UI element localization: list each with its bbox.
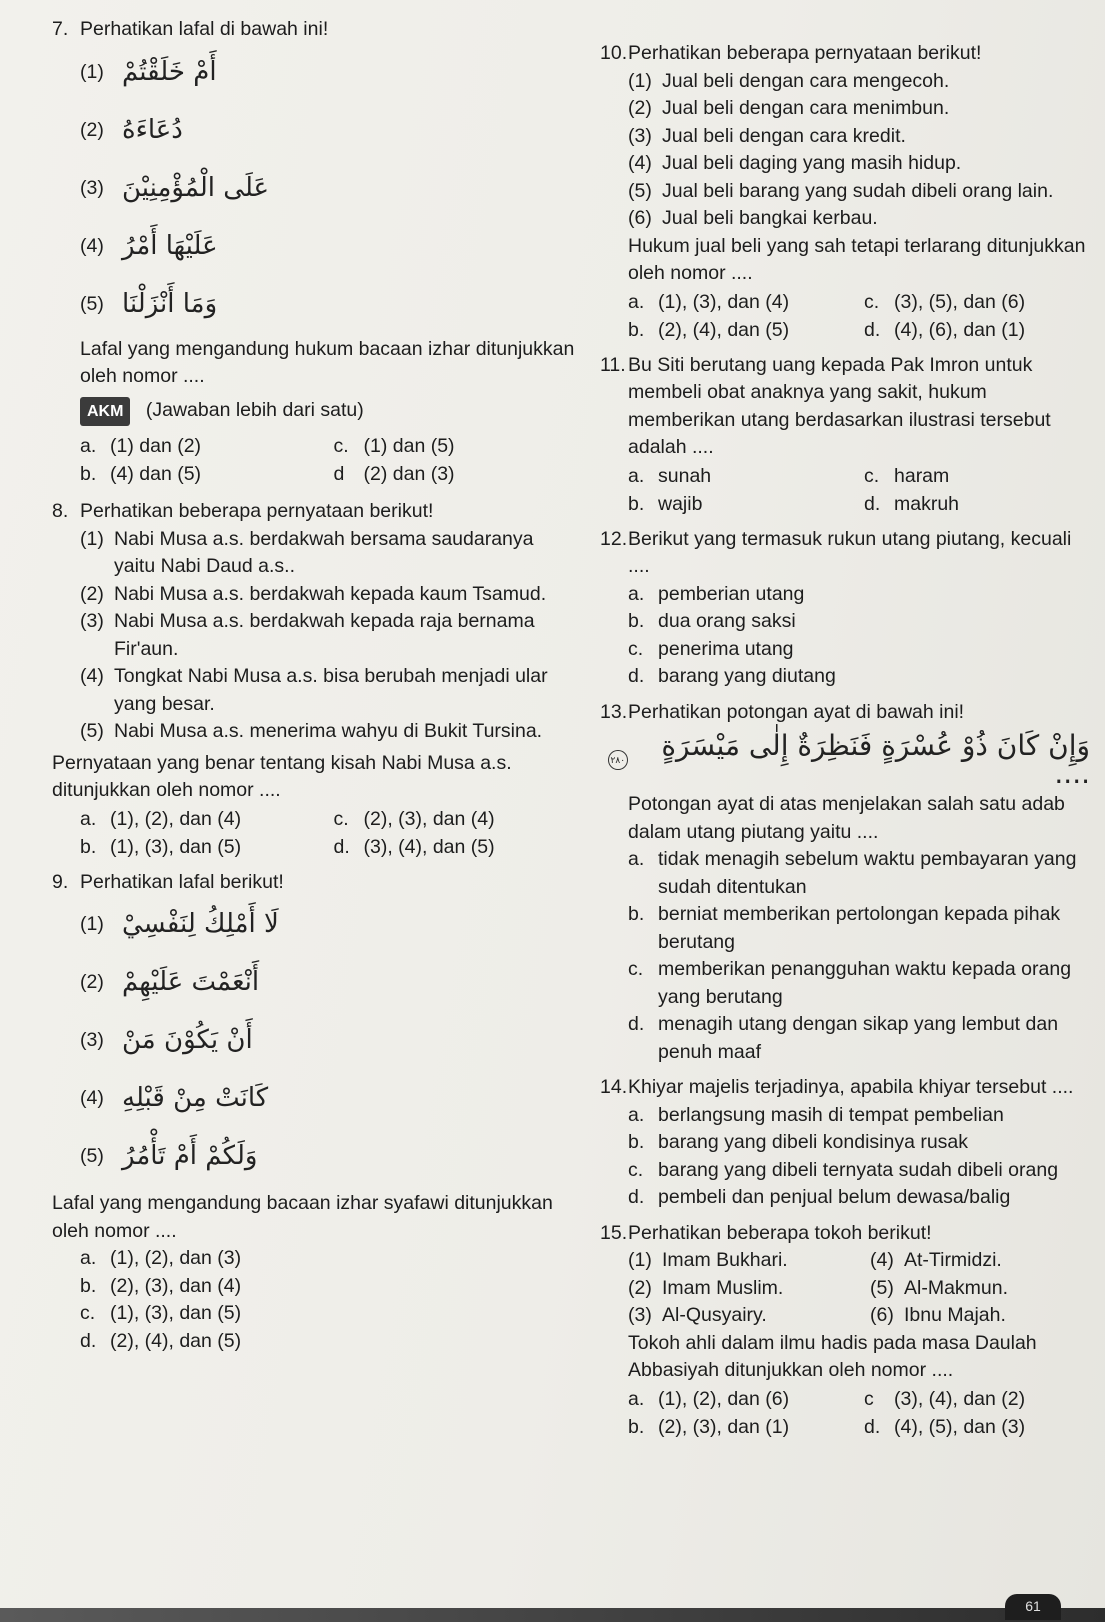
arabic-item: (4) عَلَيْهَا أَمْرُ — [80, 230, 218, 261]
answer-options — [52, 805, 577, 861]
arabic-item: (1) لَا أَمْلِكُ لِنَفْسِيْ — [80, 909, 279, 940]
answer-options — [52, 432, 577, 488]
arabic-item: (4) كَانَتْ مِنْ قَبْلِهِ — [80, 1083, 269, 1114]
figure-list — [600, 1247, 1090, 1330]
quran-verse — [600, 729, 1090, 790]
arabic-text: دُعَاءَهُ — [122, 114, 183, 145]
statement: (4) Jual beli daging yang masih hidup. — [628, 152, 962, 174]
question-15 — [600, 1220, 1090, 1441]
verse-text: وَإِنْ كَانَ ذُوْ عُسْرَةٍ فَنَظِرَةٌ إِلٰى مَيْسَرَةٍ .... — [661, 729, 1090, 790]
akm-badge: AKM — [80, 397, 130, 427]
statement: (3) Nabi Musa a.s. berdakwah kepada raja bernama Fir'aun. — [80, 610, 535, 660]
ayah-number-marker: ٢٨٠ — [608, 750, 628, 770]
question-text: Berikut yang termasuk rukun utang piutang, kecuali .... — [628, 527, 1072, 577]
question-text: Tokoh ahli dalam ilmu hadis pada masa Daulah Abbasiyah ditunjukkan oleh nomor .... — [628, 1331, 1037, 1381]
arabic-text: أَنْ يَكُوْنَ مَنْ — [122, 1025, 253, 1056]
statement: (6) Jual beli bangkai kerbau. — [628, 207, 878, 229]
question-7 — [52, 16, 577, 488]
option-d[interactable]: d. (3), (4), dan (5) — [333, 835, 495, 858]
option-d[interactable]: d. (4), (5), dan (3) — [864, 1415, 1026, 1438]
figure-item: (6) Ibnu Majah. — [870, 1304, 1006, 1326]
option-c[interactable]: c. (1) dan (5) — [333, 435, 455, 457]
option-d[interactable]: d. (4), (6), dan (1) — [864, 318, 1026, 341]
question-title: Perhatikan beberapa pernyataan berikut! — [80, 500, 434, 522]
question-number: 12. — [600, 527, 628, 550]
question-text: Potongan ayat di atas menjelakan salah satu adab dalam utang piutang yaitu .... — [628, 793, 1065, 843]
question-number: 14. — [600, 1076, 628, 1098]
question-text: Lafal yang mengandung bacaan izhar syafawi ditunjukkan oleh nomor .... — [52, 1192, 553, 1242]
question-10 — [600, 40, 1090, 344]
option-d[interactable]: d. barang yang diutang — [628, 665, 836, 687]
question-title: Perhatikan beberapa tokoh berikut! — [628, 1221, 932, 1244]
option-b[interactable]: b. (1), (3), dan (5) — [80, 835, 242, 858]
option-b[interactable]: b. (4) dan (5) — [80, 463, 202, 485]
question-14 — [600, 1074, 1090, 1212]
option-a[interactable]: a. (1), (2), dan (6) — [628, 1387, 790, 1410]
option-b[interactable]: b. (2), (4), dan (5) — [628, 318, 790, 341]
answer-options — [600, 581, 1090, 691]
arabic-item: (1) أَمْ خَلَقْتُمْ — [80, 56, 217, 87]
statement: (1) Nabi Musa a.s. berdakwah bersama saudaranya yaitu Nabi Daud a.s.. — [80, 527, 534, 577]
note-text: (Jawaban lebih dari satu) — [145, 398, 364, 421]
option-a[interactable]: a. berlangsung masih di tempat pembelian — [628, 1103, 1004, 1126]
option-c[interactable]: c. (1), (3), dan (5) — [80, 1302, 242, 1324]
option-a[interactable]: a. (1) dan (2) — [80, 435, 202, 457]
arabic-text: أَنْعَمْتَ عَلَيْهِمْ — [122, 967, 260, 998]
question-number: 9. — [52, 870, 69, 893]
answer-options — [600, 1102, 1090, 1212]
statement: (5) Jual beli barang yang sudah dibeli orang lain. — [628, 179, 1054, 202]
option-d[interactable]: d. pembeli dan penjual belum dewasa/balig — [628, 1186, 1011, 1208]
question-title: Perhatikan potongan ayat di bawah ini! — [628, 700, 965, 723]
option-a[interactable]: a. tidak menagih sebelum waktu pembayaran yang sudah ditentukan — [628, 848, 1077, 898]
page-number: 61 — [1005, 1594, 1061, 1620]
question-9 — [52, 869, 577, 1356]
question-text: Pernyataan yang benar tentang kisah Nabi Musa a.s. ditunjukkan oleh nomor .... — [52, 751, 512, 801]
question-title: Perhatikan lafal berikut! — [80, 870, 284, 893]
option-d[interactable]: d. (2), (4), dan (5) — [80, 1329, 242, 1352]
arabic-text: لَا أَمْلِكُ لِنَفْسِيْ — [122, 909, 279, 940]
option-b[interactable]: b. (2), (3), dan (1) — [628, 1415, 790, 1438]
option-d[interactable]: d. menagih utang dengan sikap yang lembut dan penuh maaf — [628, 1013, 1059, 1063]
statement: (3) Jual beli dengan cara kredit. — [628, 124, 906, 147]
option-c[interactable]: c (3), (4), dan (2) — [864, 1387, 1026, 1410]
question-12 — [600, 526, 1090, 691]
statement: (1) Jual beli dengan cara mengecoh. — [628, 69, 950, 92]
answer-options — [600, 1385, 1090, 1441]
question-text: Bu Siti berutang uang kepada Pak Imron untuk membeli obat anaknya yang sakit, hukum memberikan utang berdasarkan ilustrasi tersebut adalah .... — [628, 353, 1051, 458]
option-c[interactable]: c. penerima utang — [628, 637, 794, 660]
option-a[interactable]: a. sunah — [628, 464, 712, 487]
statement: (4) Tongkat Nabi Musa a.s. bisa berubah menjadi ular yang besar. — [80, 665, 548, 715]
left-column — [52, 16, 577, 1363]
figure-item: (4) At-Tirmidzi. — [870, 1249, 1002, 1271]
arabic-item: (5) وَمَا أَنْزَلْنَا — [80, 288, 218, 319]
option-c[interactable]: c. (3), (5), dan (6) — [864, 290, 1026, 313]
option-a[interactable]: a. (1), (3), dan (4) — [628, 290, 790, 313]
arabic-text: كَانَتْ مِنْ قَبْلِهِ — [122, 1083, 269, 1114]
figure-item: (5) Al-Makmun. — [870, 1276, 1009, 1299]
question-title: Perhatikan lafal di bawah ini! — [80, 18, 329, 40]
figure-item: (3) Al-Qusyairy. — [628, 1304, 767, 1326]
arabic-text: عَلَى الْمُؤْمِنِيْنَ — [122, 172, 270, 203]
answer-options — [600, 462, 1090, 518]
question-title: Perhatikan beberapa pernyataan berikut! — [628, 42, 982, 64]
arabic-text: عَلَيْهَا أَمْرُ — [122, 230, 218, 261]
option-c[interactable]: c. (2), (3), dan (4) — [333, 807, 495, 830]
question-text: Lafal yang mengandung hukum bacaan izhar ditunjukkan oleh nomor .... — [80, 337, 575, 387]
question-13 — [600, 699, 1090, 1067]
right-column — [600, 40, 1090, 1449]
answer-options — [52, 1245, 577, 1355]
option-a[interactable]: a. pemberian utang — [628, 582, 805, 605]
option-c[interactable]: c. haram — [864, 464, 950, 487]
arabic-item: (3) أَنْ يَكُوْنَ مَنْ — [80, 1025, 253, 1056]
arabic-item: (2) أَنْعَمْتَ عَلَيْهِمْ — [80, 967, 260, 998]
option-c[interactable]: c. barang yang dibeli ternyata sudah dibeli orang — [628, 1158, 1059, 1181]
question-number: 8. — [52, 500, 69, 522]
option-d[interactable]: d (2) dan (3) — [333, 463, 455, 485]
arabic-text: أَمْ خَلَقْتُمْ — [122, 56, 217, 87]
question-number: 13. — [600, 700, 628, 723]
question-text: Khiyar majelis terjadinya, apabila khiyar tersebut .... — [628, 1076, 1074, 1098]
question-11 — [600, 352, 1090, 518]
arabic-text: وَلَكُمْ أَمْ تَأْمُرُ — [122, 1141, 258, 1172]
option-b[interactable]: b. wajib — [628, 492, 703, 515]
arabic-item: (3) عَلَى الْمُؤْمِنِيْنَ — [80, 172, 270, 203]
question-number: 11. — [600, 353, 626, 376]
option-c[interactable]: c. memberikan penangguhan waktu kepada orang yang berutang — [628, 958, 1072, 1008]
arabic-item: (5) وَلَكُمْ أَمْ تَأْمُرُ — [80, 1141, 258, 1172]
statement: (2) Jual beli dengan cara menimbun. — [628, 97, 950, 119]
arabic-item: (2) دُعَاءَهُ — [80, 114, 183, 145]
question-number: 10. — [600, 42, 628, 64]
question-text: Hukum jual beli yang sah tetapi terlarang ditunjukkan oleh nomor .... — [628, 234, 1086, 284]
option-b[interactable]: b. (2), (3), dan (4) — [80, 1274, 242, 1297]
figure-item: (1) Imam Bukhari. — [628, 1249, 788, 1271]
statement: (2) Nabi Musa a.s. berdakwah kepada kaum Tsamud. — [80, 582, 547, 605]
question-number: 15. — [600, 1221, 628, 1244]
option-a[interactable]: a. (1), (2), dan (3) — [80, 1247, 242, 1269]
question-number: 7. — [52, 18, 69, 40]
answer-options — [628, 288, 1090, 344]
question-8 — [52, 498, 577, 861]
option-b[interactable]: b. dua orang saksi — [628, 610, 796, 632]
option-b[interactable]: b. berniat memberikan pertolongan kepada pihak berutang — [628, 903, 1061, 953]
option-d[interactable]: d. makruh — [864, 492, 960, 515]
option-a[interactable]: a. (1), (2), dan (4) — [80, 807, 242, 830]
arabic-text: وَمَا أَنْزَلْنَا — [122, 288, 218, 319]
figure-item: (2) Imam Muslim. — [628, 1276, 784, 1299]
answer-options — [600, 846, 1090, 1066]
option-b[interactable]: b. barang yang dibeli kondisinya rusak — [628, 1131, 969, 1153]
statement: (5) Nabi Musa a.s. menerima wahyu di Bukit Tursina. — [80, 720, 543, 742]
bottom-edge-strip — [0, 1608, 1105, 1622]
